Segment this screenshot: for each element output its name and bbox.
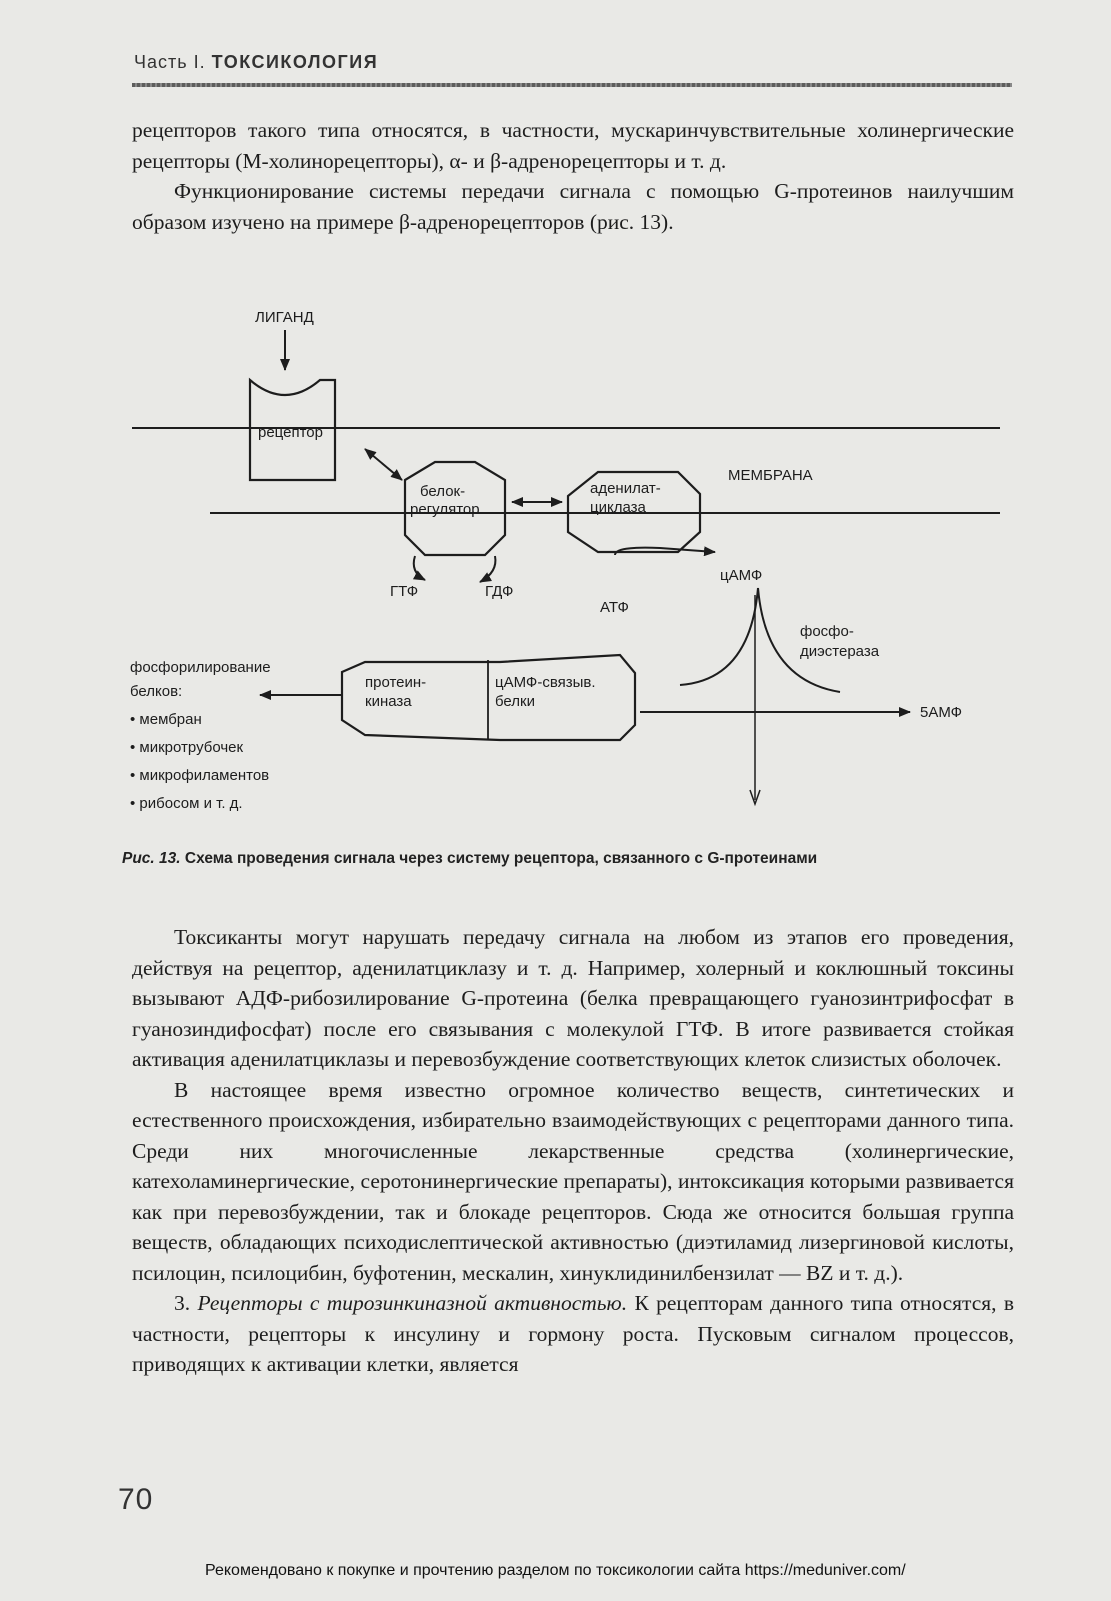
page-number: 70 [118, 1483, 154, 1516]
pde-label-1: фосфо- [800, 623, 854, 640]
gdp-label: ГДФ [485, 583, 514, 600]
caption-text: Схема проведения сигнала через систему рецептора, связанного с G-протеинами [184, 850, 818, 867]
cyclase-label-1: аденилат- [590, 480, 661, 497]
regulator-label-2: регулятор [410, 501, 480, 518]
camp-label: цАМФ [720, 567, 763, 584]
pde-curve-left [680, 588, 758, 685]
phosph-label-2: белков: [130, 683, 183, 700]
ligand-label: ЛИГАНД [255, 309, 314, 326]
pde-curve-right [758, 588, 840, 692]
binding-label-1: цАМФ-связыв. [495, 674, 596, 691]
atp-label: АТФ [600, 599, 629, 616]
bottom-text-block [132, 922, 1014, 1380]
phosph-label-1: фосфорилирование [130, 659, 271, 676]
phosph-item: • рибосом и т. д. [130, 795, 243, 812]
para3-heading: Рецепторы с тирозинкиназной активностью. [197, 1291, 628, 1315]
paragraph: Функционирование системы передачи сигнала с помощью G-протеинов наилучшим образом изучено на примере β-адренорецепторов (рис. 13). [132, 179, 1014, 234]
para3-number: 3. [174, 1291, 191, 1315]
membrane-label: МЕМБРАНА [728, 467, 813, 484]
binding-label-2: белки [495, 693, 535, 710]
para3-text: К рецепторам данного типа относятся, в частности, рецепторы к инсулину и гормону роста. Пусковым сигналом процессов, приводящих к активации клетки, является [132, 1291, 1015, 1376]
regulator-label-1: белок- [420, 483, 466, 500]
receptor-regulator-arrow [365, 449, 402, 480]
cyclase-label-2: циклаза [590, 499, 646, 516]
signal-scheme-diagram [120, 300, 1020, 835]
phosph-item: • микротрубочек [130, 739, 244, 756]
phosph-item: • мембран [130, 711, 202, 728]
kinase-label-1: протеин- [365, 674, 427, 691]
gdp-arrow [480, 556, 495, 582]
phosph-item: • микрофиламентов [130, 767, 270, 784]
amp5-label: 5АМФ [920, 704, 963, 721]
footer-note: Рекомендовано к покупке и прочтению разделом по токсикологии сайта https://meduniver.com/ [205, 1562, 906, 1579]
paragraph: Токсиканты могут нарушать передачу сигнала на любом из этапов его проведения, действуя на рецептор, аденилатциклазу и т. д. Например, холерный и коклюшный токсины вызывают АДФ-рибозилирование G-протеина (белка превращающего гуанозинтрифосфат в гуанозиндифосфат) после его связывания с молекулой ГТФ. В итоге развивается стойкая активация аденилатциклазы и перевозбуждение соответствующих клеток слизистых оболочек. [132, 925, 1014, 1071]
running-head-title: ТОКСИКОЛОГИЯ [211, 52, 379, 72]
running-head-part: Часть I. [134, 52, 206, 72]
gtp-arrow [414, 556, 425, 580]
paragraph: В настоящее время известно огромное количество веществ, синтетических и естественного происхождения, избирательно взаимодействующих с рецепторами данного типа. Среди них многочисленные лекарственные средства (холинергические, катехоламинергические, серотонинергические препараты), интоксикация которыми развивается как при перевозбуждении, так и блокаде рецепторов. Сюда же относится большая группа веществ, обладающих психодислептической активностью (диэтиламид лизергиновой кислоты, псилоцин, псилоцибин, буфотенин, мескалин, хинуклидинилбензилат — BZ и т. д.). [132, 1077, 1014, 1285]
header-rule [132, 83, 1012, 87]
kinase-label-2: киназа [365, 693, 412, 710]
figure-caption [122, 850, 1012, 868]
paragraph: рецепторов такого типа относятся, в частности, мускаринчувствительные холинергические рецепторы (М-холинорецепторы), α- и β-адренорецепторы и т. д. [132, 118, 1014, 173]
pde-label-2: диэстераза [800, 643, 880, 660]
caption-label: Рис. 13. [122, 850, 181, 867]
top-text-block [132, 115, 1014, 237]
paragraph-3 [132, 1288, 1014, 1380]
receptor-label: рецептор [258, 424, 323, 441]
gtp-label: ГТФ [390, 583, 419, 600]
running-head [134, 52, 378, 73]
